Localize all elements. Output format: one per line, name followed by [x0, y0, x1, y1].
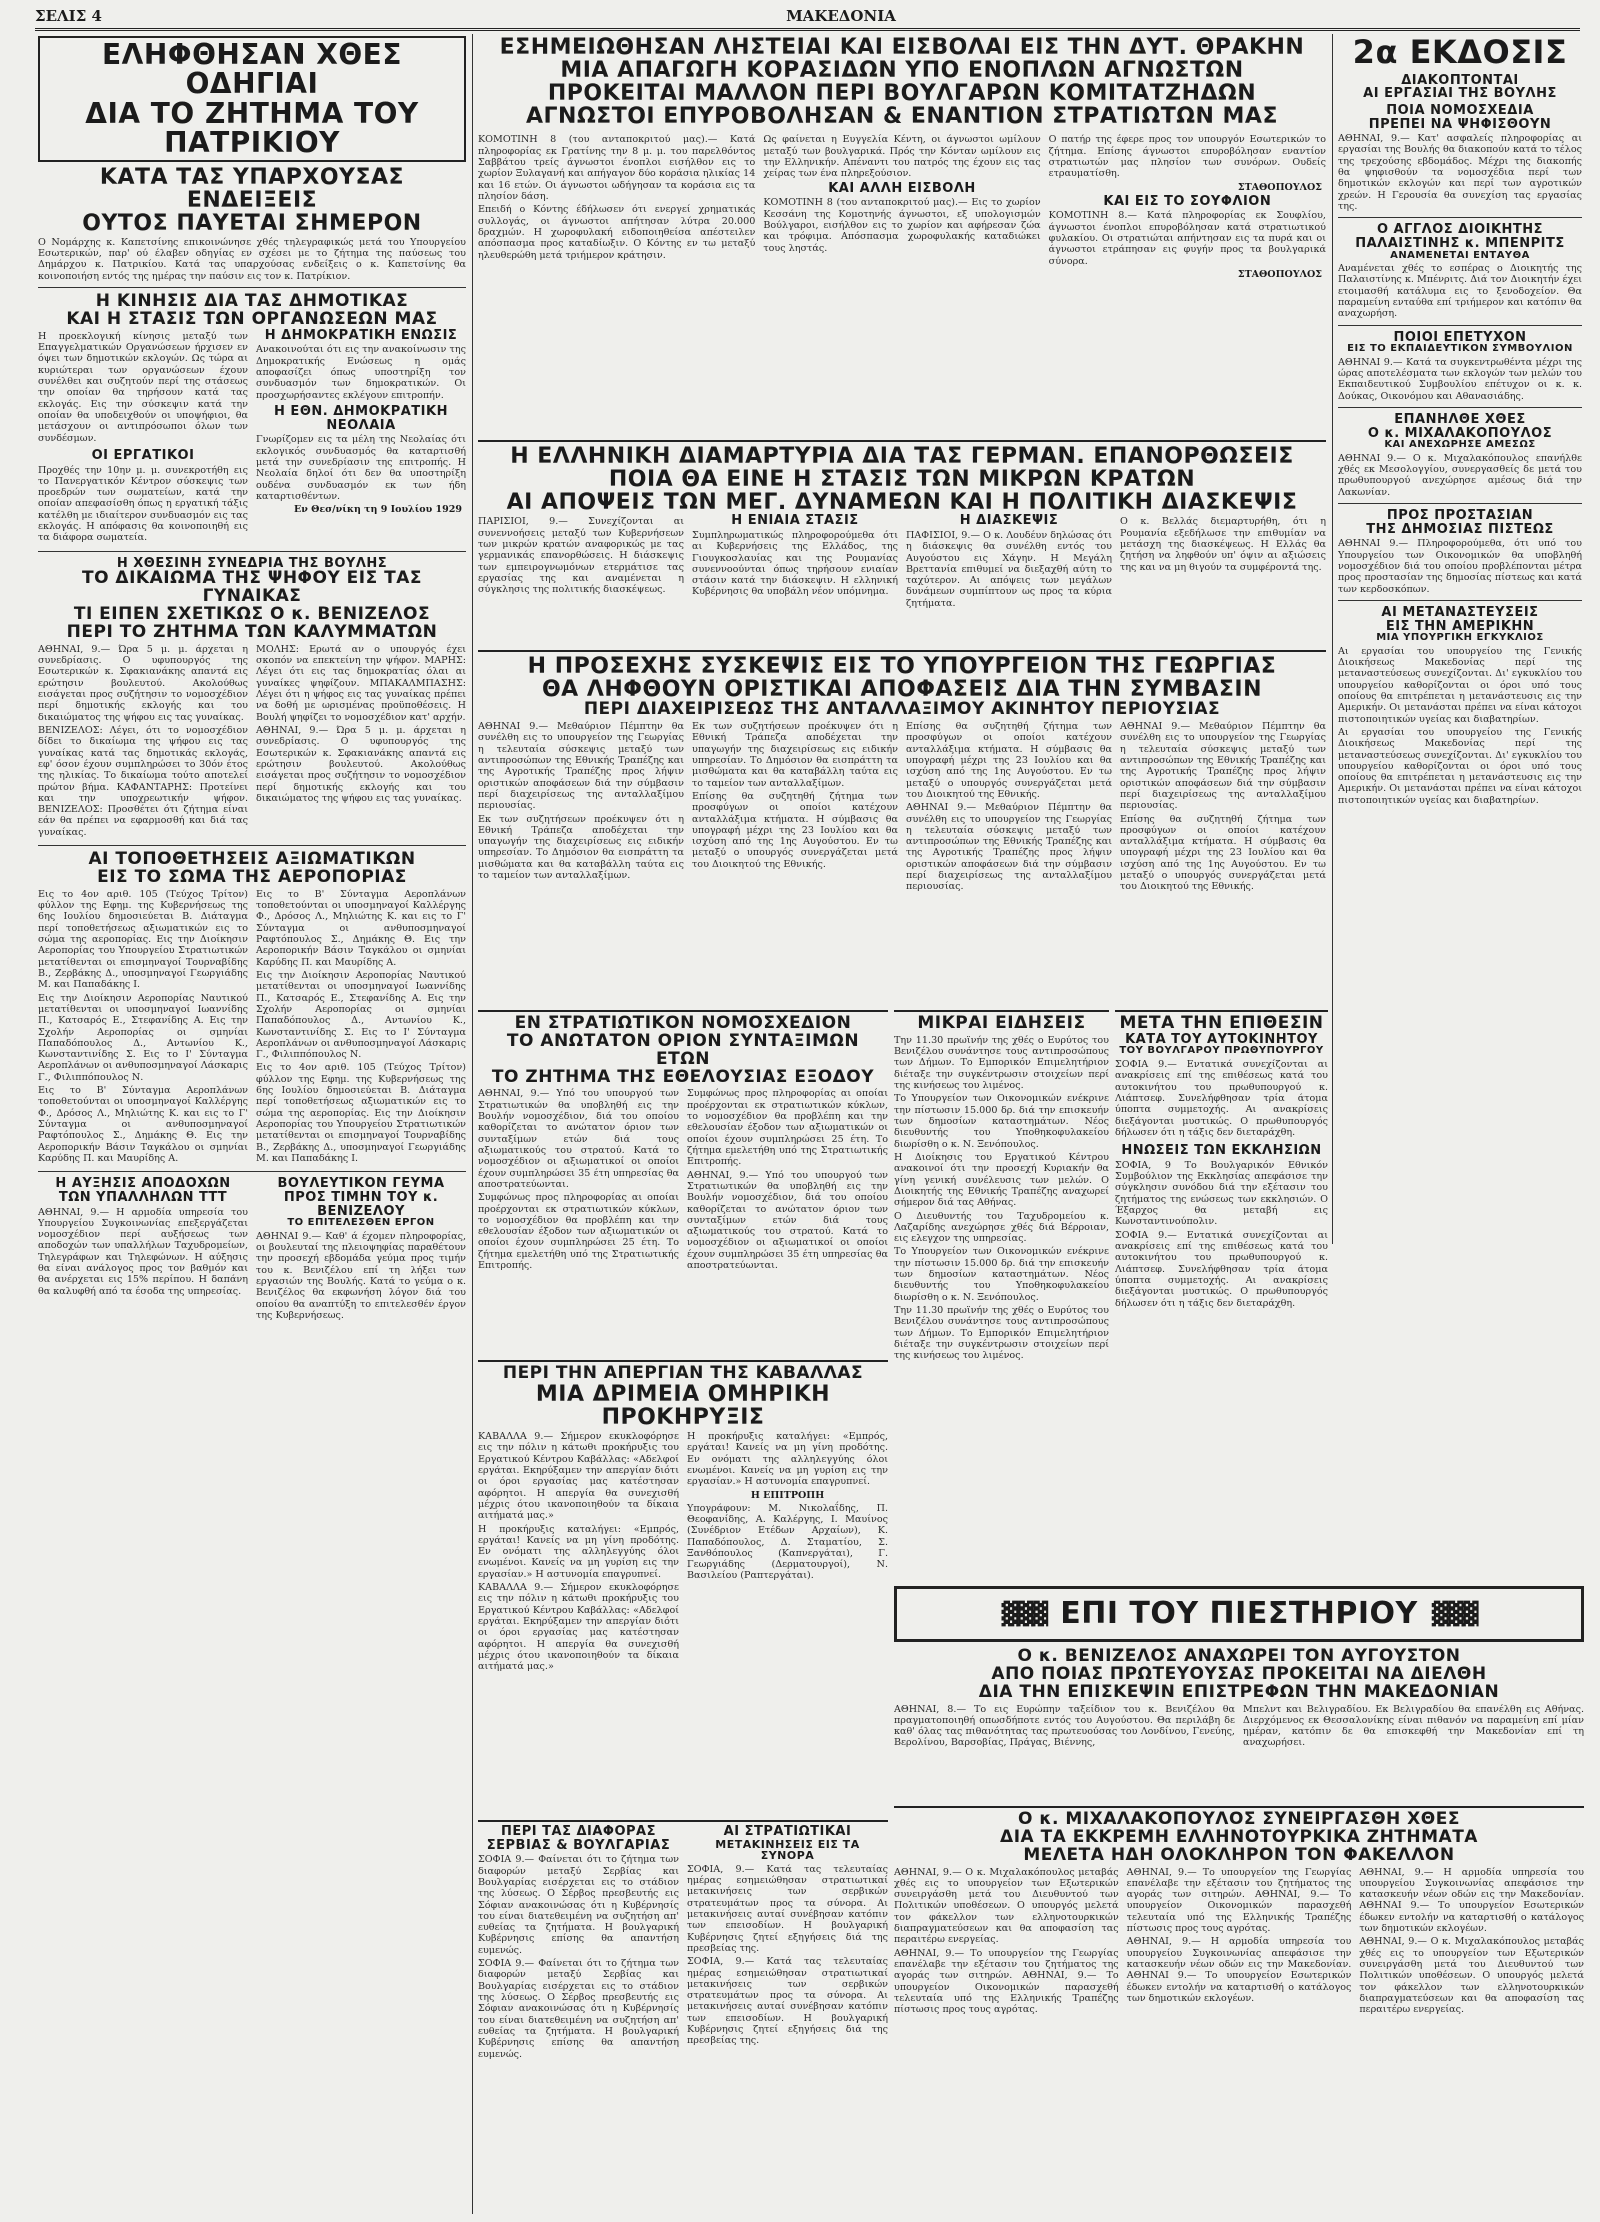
- headline: Ο κ. ΜΙΧΑΛΑΚΟΠΟΥΛΟΣ ΣΥΝΕΙΡΓΑΣΘΗ ΧΘΕΣ: [1018, 1809, 1460, 1829]
- paper-name: ΜΑΚΕΔΟΝΙΑ: [786, 7, 896, 25]
- section-heading: Η ΔΙΑΣΚΕΨΙΣ: [959, 513, 1059, 529]
- headline: ΑΙ ΜΕΤΑΝΑΣΤΕΥΣΕΙΣ: [1381, 604, 1539, 620]
- text-column: [1049, 132, 1326, 281]
- article-credit: [1338, 509, 1582, 595]
- headline: ΚΑΤΑ ΤΟΥ ΑΥΤΟΚΙΝΗΤΟΥ: [1125, 1031, 1318, 1047]
- text-column: [38, 642, 248, 840]
- four-column-text: [478, 514, 1326, 611]
- article-body: ΣΟΦΙΑ, 9.— Κατά τας τελευταίας ημέρας εσημειώθησαν στρατιωτικαί μετακινήσεις των σερβικών στρατευμάτων προς τα σύνορα. Αι μετακινήσεις αυταί συνέβησαν κατόπιν των επεισοδίων. Η βουλγαρική Κυβέρνησις ζητεί εξηγήσεις διά της πρεσβείας της.: [687, 1956, 888, 2047]
- article-bulgaria: [478, 1822, 679, 2062]
- text-column: [894, 1865, 1119, 2018]
- article-body: Επίσης θα συζητηθή ζήτημα των προσφύγων οι οποίοι κατέχουν ανταλλάξιμα κτήματα. Η σύμβασις θα υπογραφή μέχρι της 23 Ιουλίου και θα ισχύση από της 1ης Αυγούστου. Εν τω μεταξύ ο υπουργός συνεργάζεται μετά του Διοικητού της Εθνικής.: [1120, 813, 1326, 893]
- article-parliament: [38, 557, 466, 840]
- text-column: [478, 1429, 679, 1675]
- ornament-icon: ▓▓▓: [1001, 1601, 1047, 1627]
- article-body: ΠΑΡΙΣΙΟΙ, 9.— Συνεχίζονται αι συνεννοήσεις μεταξύ των Κυβερνήσεων των μικρών κρατών αναφορικώς με τας γερμανικάς επανορθώσεις. Η διάσκεψις των εμπειρογνωμόνων ετερμάτισε τας εργασίας της και αναμένεται η σύγκλησις της πολιτικής διασκέψεως.: [478, 516, 684, 596]
- separator: [1338, 325, 1582, 326]
- right-column: [1338, 36, 1582, 1241]
- article-body: Η Διοίκησις του Εργατικού Κέντρου ανακοινοί ότι την προσεχή Κυριακήν θα γίνη γενική συνέλευσις των μελών. Ο Διοικητής της Εθνικής Τραπέζης αναχωρεί σήμερον διά τας Αθήνας.: [894, 1151, 1109, 1209]
- subheadline: ΟΥΤΟΣ ΠΑΥΕΤΑΙ ΣΗΜΕΡΟΝ: [82, 210, 422, 236]
- article-body: Την 11.30 πρωϊνήν της χθές ο Ευρύτος του Βενιζέλου συνάντησε τους αντιπροσώπους των Δήμων. Το Εμπορικόν Επιμελητήριον διέταξε την συγκέντρωσιν στοιχείων περί της κινήσεως του λιμένος.: [894, 1305, 1109, 1362]
- headline: ΑΙ ΣΤΡΑΤΙΩΤΙΚΑΙ: [723, 1824, 852, 1839]
- article-body: ΑΘΗΝΑΙ, 9.— Η αρμοδία υπηρεσία του υπουργείου Συγκοινωνίας απεφάσισε την κατασκευήν νέων οδών εις την Μακεδονίαν. ΑΘΗΝΑΙ 9.— Το υπουργείον Εσωτερικών έδωκεν εντολήν να καταρτισθή ο κατάλογος των δημοτικών εκλογέων.: [1126, 1936, 1352, 2004]
- headline: ΔΙΑ ΤΑ ΕΚΚΡΕΜΗ ΕΛΛΗΝΟΤΟΥΡΚΙΚΑ ΖΗΤΗΜΑΤΑ: [1000, 1826, 1478, 1847]
- article-body: ΑΘΗΝΑΙ 9.— Ο κ. Μιχαλακόπουλος επανήλθε χθές εκ Μεσολογγίου, συνεργασθείς δε μετά του πρωθυπουργού ανεχώρησε αμέσως διά την Λακωνίαν.: [1338, 452, 1582, 498]
- headline: Η ΚΙΝΗΣΙΣ ΔΙΑ ΤΑΣ ΔΗΜΟΤΙΚΑΣ: [95, 291, 409, 312]
- article-body: ΣΟΦΙΑ, 9.— Κατά τας τελευταίας ημέρας εσημειώθησαν στρατιωτικαί μετακινήσεις των σερβικών στρατευμάτων προς τα σύνορα. Αι μετακινήσεις αυταί συνέβησαν κατόπιν των επεισοδίων. Η βουλγαρική Κυβέρνησις ζητεί εξηγήσεις διά της πρεσβείας της.: [687, 1863, 888, 1954]
- article-body: Επίσης θα συζητηθή ζήτημα των προσφύγων οι οποίοι κατέχουν ανταλλάξιμα κτήματα. Η σύμβασις θα υπογραφή μέχρι της 23 Ιουλίου και θα ισχύση από της 1ης Αυγούστου. Εν τω μεταξύ ο υπουργός συνεργάζεται μετά του Διοικητού της Εθνικής.: [906, 721, 1112, 800]
- article-protest: [478, 440, 1326, 647]
- article-body: Ανακοινούται ότι εις την ανακοίνωσιν της Δημοκρατικής Ενώσεως η ομάς αποφασίζει όπως υποστηρίξη τον συνδυασμόν των δημοκρατικών. Οι προσχωρήσαντες εκλέγουν επιτροπήν.: [256, 344, 466, 401]
- article-body: ΑΘΗΝΑΙ 9.— Καθ' ά έχομεν πληροφορίας, οι βουλευταί της πλειοψηφίας παραθέτουν την προσεχή εβδομάδα γεύμα προς τιμήν του κ. Βενιζέλου επί τη λήξει των εργασιών της Βουλής. Κατά το γεύμα ο κ. Βενιζέλος θα εκφωνήση λόγον διά του οποίου θα αναπτύξη το επιτελεσθέν έργον της Κυβερνήσεως.: [256, 1230, 466, 1321]
- text-column: [894, 1702, 1235, 1751]
- article-body: Επίσης θα συζητηθή ζήτημα των προσφύγων οι οποίοι κατέχουν ανταλλάξιμα κτήματα. Η σύμβασις θα υπογραφή μέχρι της 23 Ιουλίου και θα ισχύση από της 1ης Αυγούστου. Εν τω μεταξύ ο υπουργός συνεργάζεται μετά του Διοικητού της Εθνικής.: [692, 790, 898, 870]
- section-heading: Η ΔΗΜΟΚΡΑΤΙΚΗ ΕΝΩΣΙΣ: [264, 327, 458, 343]
- headline: ΑΙ ΕΡΓΑΣΙΑΙ ΤΗΣ ΒΟΥΛΗΣ: [1363, 86, 1557, 102]
- headline: Η ΠΡΟΣΕΧΗΣ ΣΥΣΚΕΨΙΣ ΕΙΣ ΤΟ ΥΠΟΥΡΓΕΙΟΝ ΤΗΣ ΓΕΩΡΓΙΑΣ: [527, 654, 1277, 679]
- article-unions: [1338, 331, 1582, 402]
- section-heading: ΟΙ ΕΡΓΑΤΙΚΟΙ: [91, 447, 195, 463]
- text-column: [763, 132, 1040, 281]
- article-body: ΚΟΜΟΤΙΝΗ 8 (του ανταποκριτού μας).— Κατά πληροφορίας εκ Γρατίνης την 8 μ. μ. του παρελθόντος Σαββάτου τρείς άγνωστοι ένοπλοι εισήλθον εις το χωρίον Ξυλαγανή και απήγαγον δύο κοράσια ηλικίας 14 και 16 ετών. Οι άγνωστοι ωδήγησαν τα κοράσια εις τα πλησίον δάση.: [478, 134, 756, 202]
- headline: ΑΓΝΩΣΤΟΙ ΕΠΥΡΟΒΟΛΗΣΑΝ & ΕΝΑΝΤΙΟΝ ΣΤΡΑΤΙΩΤΩΝ ΜΑΣ: [526, 104, 1278, 130]
- separator: [38, 551, 466, 552]
- article-body: Ως φαίνεται η Ευγγελία Κέντη, οι άγνωστοι ωμίλουν μεταξύ των βουλγαρικά. Πρός την Κόνταν ωμίλουν εις την Ελληνικήν. Απέναντι του πατρός της έχουν εις τας χείρας των ένα πληρεξούσιον.: [763, 134, 1041, 180]
- text-column: [478, 132, 755, 281]
- headline: ΜΙΑ ΔΡΙΜΕΙΑ ΟΜΗΡΙΚΗ ΠΡΟΚΗΡΥΞΙΣ: [535, 1381, 831, 1430]
- article-body: ΚΟΜΟΤΙΝΗ 8.— Κατά πληροφορίας εκ Σουφλίου, άγνωστοι ένοπλοι επυροβόλησαν κατά στρατιωτικού φυλακίου. Οι στρατιώται απήντησαν εις τα πυρά και οι άγνωστοι ετράπησαν εις φυγήν προς τα βουλγαρικά σύνορα.: [1048, 210, 1326, 267]
- article-body: ΑΘΗΝΑΙ, 9.— Κατ' ασφαλείς πληροφορίας αι εργασίαι της Βουλής θα διακοπούν κατά το τέλος της τρεχούσης εβδομάδος. Μέχρι της διακοπής θα ψηφισθούν τα νομοσχέδια περί των δημοτικών εκλογών και περί των αγροτικών χρεών. Η Γερουσία θα συνεχίση τας εργασίας της.: [1338, 133, 1582, 213]
- article-body: ΑΘΗΝΑΙ, 9.— Το υπουργείον της Γεωργίας επανέλαβε την εξέτασιν του ζητήματος της αγοράς των σιτηρών. ΑΘΗΝΑΙ, 9.— Το υπουργείον Οικονομικών παρασχεθή τελευταία υπό της Ελληνικής Τραπέζης πίστωσις προς τους αγρότας.: [894, 1947, 1119, 2016]
- article-body: Η προκήρυξις καταλήγει: «Εμπρός, εργάται! Κανείς να μη γίνη προδότης. Εν ονόματι της αλληλεγγύης όλοι ενωμένοι. Κανείς να μη γυρίση εις την εργασίαν.» Η αστυνομία επαγρυπνεί.: [478, 1523, 679, 1580]
- article-body: ΣΟΦΙΑ 9.— Φαίνεται ότι το ζήτημα των διαφορών μεταξύ Σερβίας και Βουλγαρίας εισέρχεται εις το στάδιον της λύσεως. Ο Σέρβος πρεσβευτής εις Σόφιαν ανακοινώσας ότι η Κυβέρνησίς του είναι διατεθειμένη να συζητήση απ' ευθείας τα ζητήματα. Η βουλγαρική Κυβέρνησις επίσης θα απαντήση ευμενώς.: [478, 1958, 679, 2060]
- article-body: ΚΟΜΟΤΙΝΗ 8 (του ανταποκριτού μας).— Εις το χωρίον Κεσσάνη της Κομοτηνής άγνωστοι, εξ υπολογισμών Βούλγαροι, εισήλθον εις το χωρίον και αφήρεσαν ζώα και τρόφιμα. Απόσπασμα χωροφυλακής καταδιώκει τους ληστάς.: [763, 197, 1041, 254]
- article-news: [894, 1010, 1109, 1582]
- headline: ΠΕΡΙ ΤΑΣ ΔΙΑΦΟΡΑΣ: [500, 1824, 657, 1839]
- two-column-text: [38, 329, 466, 546]
- headline: ΒΟΥΛΕΥΤΙΚΟΝ ΓΕΥΜΑ: [277, 1176, 445, 1192]
- bottom-left-articles: [38, 1177, 466, 1323]
- headline: ΑΝΑΜΕΝΕΤΑΙ ΕΝΤΑΥΘΑ: [1390, 249, 1530, 261]
- headline: Ο κ. ΒΕΝΙΖΕΛΟΣ ΑΝΑΧΩΡΕΙ ΤΟΝ ΑΥΓΟΥΣΤΟΝ: [1017, 1646, 1461, 1666]
- headline: ΠΑΛΑΙΣΤΙΝΗΣ κ. ΜΠΕΝΡΙΤΣ: [1355, 235, 1565, 251]
- text-column: [256, 329, 466, 546]
- headline: ΕΝ ΣΤΡΑΤΙΩΤΙΚΟΝ ΝΟΜΟΣΧΕΔΙΟΝ: [514, 1013, 852, 1033]
- tribune-banner: [894, 1586, 1584, 1642]
- separator: [38, 845, 466, 846]
- headline: ΜΙΑ ΑΠΑΓΩΓΗ ΚΟΡΑΣΙΔΩΝ ΥΠΟ ΕΝΟΠΛΩΝ ΑΓΝΩΣΤΩΝ: [560, 58, 1244, 84]
- separator: [1338, 503, 1582, 504]
- text-column: [478, 1086, 679, 1273]
- article-body: Συμφώνως προς πληροφορίας αι οποίαι προέρχονται εκ στρατιωτικών κύκλων, το νομοσχέδιον θα προβλέπη και την εθελουσίαν έξοδον των αξιωματικών οι οποίοι έχουν συμπληρώσει 25 έτη. Το ζήτημα εμελετήθη υπό της Στρατιωτικής Επιτροπής.: [478, 1192, 679, 1272]
- two-column-text: [478, 1822, 888, 2062]
- headline: ΑΙ ΑΠΟΨΕΙΣ ΤΩΝ ΜΕΓ. ΔΥΝΑΜΕΩΝ ΚΑΙ Η ΠΟΛΙΤΙΚΗ ΔΙΑΣΚΕΨΙΣ: [506, 490, 1298, 516]
- article-body: Το Υπουργείον των Οικονομικών ενέκρινε την πίστωσιν 15.000 δρ. διά την επισκευήν των δημοσίων καταστημάτων. Νέος διευθυντής του Υποθηκοφυλακείου διωρίσθη ο κ. Ν. Ξενόπουλος.: [894, 1093, 1109, 1150]
- page-label: ΣΕΛΙΣ 4: [35, 7, 102, 25]
- text-column: [1127, 1865, 1352, 2018]
- headline: ΠΕΡΙ ΔΙΑΧΕΙΡΙΣΕΩΣ ΤΗΣ ΑΝΤΑΛΛΑΞΙΜΟΥ ΑΚΙΝΗΤΟΥ ΠΕΡΙΟΥΣΙΑΣ: [583, 699, 1221, 720]
- separator: [1338, 407, 1582, 408]
- headline: ΘΑ ΛΗΦΘΟΥΝ ΟΡΙΣΤΙΚΑΙ ΑΠΟΦΑΣΕΙΣ ΔΙΑ ΤΗΝ ΣΥΜΒΑΣΙΝ: [541, 677, 1263, 703]
- headline: ΜΙΑ ΥΠΟΥΡΓΙΚΗ ΕΓΚΥΚΛΙΟΣ: [1376, 632, 1544, 644]
- section-heading: ΗΝΩΣΕΙΣ ΤΩΝ ΕΚΚΛΗΣΙΩΝ: [1121, 1143, 1322, 1159]
- article-body: ΣΟΦΙΑ 9.— Εντατικά συνεχίζονται αι ανακρίσεις επί της επιθέσεως κατά του αυτοκινήτου του πρωθυπουργού κ. Λιάπτσεφ. Συνελήφθησαν τρία άτομα ύποπτα συμμετοχής. Αι ανακρίσεις διεξάγονται μυστικώς. Ο πρωθυπουργός δήλωσεν ότι η τάξις δεν διεταράχθη.: [1115, 1058, 1328, 1138]
- column-rule: [1332, 34, 1333, 1244]
- three-column-text: [894, 1865, 1584, 2018]
- article-body: Υπογράφουν: Μ. Νικολαΐδης, Π. Θεοφανίδης, Α. Καλέργης, Ι. Μαυίνος (Συνέδριον Ετέδων Αρχαίων), Κ. Παπαδόπουλος, Δ. Σταματίου, Σ. Ξανθόπουλος (Καπνεργάται), Γ. Γεωργιάδης (Δερματουργοί), Ν. Βασιλείου (Ραπτεργάται).: [687, 1502, 888, 1582]
- article-body: Μπελντ και Βελιγραδίου. Εκ Βελιγραδίου θα επανέλθη εις Αθήνας. Διερχόμενος εκ Θεσσαλονίκης είναι πιθανόν να παραμείνη επί μίαν ημέραν, κατόπιν δε θα επισκεφθή την Μακεδονίαν επί τη αναχωρήσει.: [1243, 1703, 1584, 1749]
- headline: ΚΑΙ Η ΣΤΑΣΙΣ ΤΩΝ ΟΡΓΑΝΩΣΕΩΝ ΜΑΣ: [66, 308, 438, 329]
- article-body: Αναμένεται χθές το εσπέρας ο Διοικητής της Παλαιστίνης κ. Μπένριτς. Διά τον Διοικητήν έχει ετοιμασθή κατάλυμα εις το ξενοδοχείον. Θα παραμείνη ενταύθα επί τριήμερον και κατόπιν θα αναχωρήση.: [1338, 263, 1582, 320]
- patriarch-headline-box: [38, 36, 466, 162]
- article-body: ΑΘΗΝΑΙ, 9.— Το υπουργείον της Γεωργίας επανέλαβε την εξέτασιν του ζητήματος της αγοράς των σιτηρών. ΑΘΗΝΑΙ, 9.— Το υπουργείον Οικονομικών παρασχεθή τελευταία υπό της Ελληνικής Τραπέζης πίστωσις προς τους αγρότας.: [1126, 1866, 1352, 1935]
- headline: ΔΙΑ ΤΟ ΖΗΤΗΜΑ ΤΟΥ ΠΑΤΡΙΚΙΟΥ: [85, 96, 419, 160]
- article-body: Ο κ. Βελλάς διεμαρτυρήθη, ότι η Ρουμανία εξεδήλωσε την επιθυμίαν να μετάσχη της διασκέψεως. Η Ελλάς θα ζητήση να ληφθούν υπ' όψιν αι αξιώσεις της και να μη θιγούν τα συμφέροντά της.: [1120, 516, 1326, 573]
- headline: ΔΙΑ ΤΗΝ ΕΠΙΣΚΕΨΙΝ ΕΠΙΣΤΡΕΦΩΝ ΤΗΝ ΜΑΚΕΔΟΝΙΑΝ: [978, 1681, 1500, 1702]
- two-column-text: [38, 642, 466, 840]
- three-column-text: [478, 132, 1326, 281]
- article-body: Εις το Β' Σύνταγμα Αεροπλάνων τοποθετούνται οι υποσμηναγοί Καλλέργης Φ., Δρόσος Λ., Μηλιώτης Κ. και εις το Γ' Σύνταγμα οι ανθυποσμηναγοί Ραφτόπουλος Σ., Δημάκης Θ. Εις την Αεροπορικήν Βάσιν Ταγκάλου οι σμηνίαι Καρύδης Π. και Μαυρίδης Α.: [38, 1085, 248, 1164]
- article-dinner: [256, 1177, 466, 1323]
- article-body: ΑΘΗΝΑΙ 9.— Κατά τα συγκεντρωθέντα μέχρι της ώρας αποτελέσματα των εκλογών των μελών του Εκπαιδευτικού Συμβουλίου επέτυχον οι κ. κ. Δούκας, Οικονόμου και Αθανασιάδης.: [1338, 356, 1582, 402]
- headline: ΕΣΗΜΕΙΩΘΗΣΑΝ ΛΗΣΤΕΙΑΙ ΚΑΙ ΕΙΣΒΟΛΑΙ ΕΙΣ ΤΗΝ ΔΥΤ. ΘΡΑΚΗΝ: [499, 36, 1305, 60]
- text-column: [687, 1086, 888, 1273]
- article-emigration: [1338, 606, 1582, 806]
- article-body: Η προεκλογική κίνησις μεταξύ των Επαγγελματικών Οργανώσεων ήρχισεν εν όψει των δημοτικών εκλογών. Ως τώρα αι κυριώτεραι των οργανώσεων έχουν συνέλθει και συζητούν περί της στάσεως την οποίαν θα τηρήσουν κατά τας εκλογάς. Εις την σύσκεψιν κατά την οποίαν θα υποδειχθούν οι υποψήφιοι, θα μετάσχουν οι αντιπρόσωποι όλων των συνδέσμων.: [38, 330, 248, 444]
- article-body: ΑΘΗΝΑΙ 9.— Πληροφορούμεθα, ότι υπό του Υπουργείου των Οικονομικών θα υποβληθή νομοσχέδιον διά του οποίου προβλέπονται μέτρα προς προστασίαν της δημοσίας πίστεως και κατά των κερδοσκόπων.: [1338, 538, 1582, 595]
- article-signature: ΣΤΑΘΟΠΟΥΛΟΣ: [1237, 181, 1322, 193]
- two-column-text: [478, 1429, 888, 1675]
- article-body: Συμπληρωματικώς πληροφορούμεθα ότι αι Κυβερνήσεις της Ελλάδος, της Γιουγκοσλαυίας και της Ρουμανίας συνεννοούνται όπως τηρήσουν ενιαίαν στάσιν κατά την διάσκεψιν. Η ελληνική Κυβέρνησις θα υποβάλη νέον υπόμνημα.: [692, 529, 898, 598]
- headline: ΠΕΡΙ ΤΗΝ ΑΠΕΡΓΙΑΝ ΤΗΣ ΚΑΒΑΛΛΑΣ: [502, 1363, 864, 1383]
- separator: [38, 1171, 466, 1172]
- article-body: ΑΘΗΝΑΙ 9.— Μεθαύριον Πέμπτην θα συνέλθη εις το υπουργείον της Γεωργίας η τελευταία σύσκεψις μεταξύ των αντιπροσώπων της Εθνικής Τραπέζης και της Αγροτικής Τραπέζης προς λήψιν οριστικών αποφάσεων διά την σύμβασιν περί διαχειρίσεως της ανταλλαξίμου περιουσίας.: [478, 721, 684, 812]
- text-column: [906, 719, 1112, 895]
- headline: ΠΡΟΚΕΙΤΑΙ ΜΑΛΛΟΝ ΠΕΡΙ ΒΟΥΛΓΑΡΩΝ ΚΟΜΙΤΑΤΖΗΔΩΝ: [547, 81, 1257, 107]
- article-body: Ο Διευθυντής του Ταχυδρομείου κ. Λαζαρίδης ανεχώρησε χθές διά Βέρροιαν, εις ελεγχον της υπηρεσίας.: [894, 1210, 1109, 1245]
- article-editions: [1338, 36, 1582, 212]
- article-body: Εκ των συζητήσεων προέκυψεν ότι η Εθνική Τράπεζα αποδέχεται την υπαγωγήν της διαχειρίσεως εις ειδικήν υπηρεσίαν. Το Δημόσιον θα εισπράττη τα μισθώματα και θα καταβάλλη ταύτα εις το ταμείον των ανταλλαξίμων.: [478, 813, 684, 882]
- four-column-text: [478, 719, 1326, 895]
- article-kavala: [478, 1360, 888, 1817]
- section-heading: Η ΕΘΝ. ΔΗΜΟΚΡΑΤΙΚΗ ΝΕΟΛΑΙΑ: [274, 403, 448, 433]
- ornament-icon: ▓▓▓: [1431, 1601, 1477, 1627]
- article-body: ΑΘΗΝΑΙ, 9.— Ο κ. Μιχαλακόπουλος μεταβάς χθές εις το υπουργείον των Εξωτερικών συνειργάσθη μετά του Διευθυντού των Πολιτικών υποθέσεων. Ο υπουργός μελετά τον φάκελλον των ελληνοτουρκικών διαπραγματεύσεων και θα αποφασίση τας περαιτέρω ενεργείας.: [894, 1866, 1119, 1946]
- headline: ΕΙΣ ΤΟ ΣΩΜΑ ΤΗΣ ΑΕΡΟΠΟΡΙΑΣ: [97, 866, 407, 887]
- headline: Η ΧΘΕΣΙΝΗ ΣΥΝΕΔΡΙΑ ΤΗΣ ΒΟΥΛΗΣ: [116, 555, 388, 571]
- article-body: Ο πατήρ της έφερε προς τον υπουργόν Εσωτερικών το ζήτημα. Επίσης άγνωστοι επυροβόλησαν εναντίον στρατιωτών μας πλησίον των συνόρων. Ουδείς ετραυματίσθη.: [1048, 134, 1326, 180]
- article-body: ΑΘΗΝΑΙ, 8.— Το εις Ευρώπην ταξείδιον του κ. Βενιζέλου θα πραγματοποιηθή οπωσδήποτε εντός του Αυγούστου. Θα περιλάβη δε καθ' όλας τας πιθανότητας τας πρωτευούσας του Λονδίνου, Γενεύης, Βερολίνου, Βαρσοβίας, Πράγας, Βιέννης,: [894, 1703, 1235, 1749]
- text-column: [38, 887, 248, 1167]
- article-body: ΚΑΒΑΛΛΑ 9.— Σήμερον εκυκλοφόρησε εις την πόλιν η κάτωθι προκήρυξις του Εργατικού Κέντρου Καβάλλας: «Αδελφοί εργάται. Εκηρύξαμεν την απεργίαν διότι οι όροι εργασίας μας κατέστησαν αφόρητοι. Η απεργία θα συνεχισθή μέχρις ότου ικανοποιηθούν τα δίκαια αιτήματά μας.»: [478, 1431, 679, 1522]
- bottom-center-articles: [478, 1820, 888, 2217]
- article-body: Το Υπουργείον των Οικονομικών ενέκρινε την πίστωσιν 15.000 δρ. διά την επισκευήν των δημοσίων καταστημάτων. Νέος διευθυντής του Υποθηκοφυλακείου διωρίσθη ο κ. Ν. Ξενόπουλος.: [894, 1246, 1109, 1303]
- article-body: Εις το Β' Σύνταγμα Αεροπλάνων τοποθετούνται οι υποσμηναγοί Καλλέργης Φ., Δρόσος Λ., Μηλιώτης Κ. και εις το Γ' Σύνταγμα οι ανθυποσμηναγοί Ραφτόπουλος Σ., Δημάκης Θ. Εις την Αεροπορικήν Βάσιν Ταγκάλου οι σμηνίαι Καρύδης Π. και Μαυρίδης Α.: [256, 888, 466, 968]
- article-thrace: [478, 36, 1326, 436]
- article-body: Την 11.30 πρωϊνήν της χθές ο Ευρύτος του Βενιζέλου συνάντησε τους αντιπροσώπους των Δήμων. Το Εμπορικόν Επιμελητήριον διέταξε την συγκέντρωσιν στοιχείων περί της κινήσεως του λιμένος.: [894, 1034, 1109, 1092]
- text-column: [1120, 514, 1326, 611]
- headline: ΜΙΚΡΑΙ ΕΙΔΗΣΕΙΣ: [917, 1013, 1086, 1033]
- article-body: ΑΘΗΝΑΙ, 9.— Η αρμοδία υπηρεσία του Υπουργείου Συγκοινωνίας επεξεργάζεται νομοσχέδιον περί αυξήσεως των αποδοχών των υπαλλήλων Ταχυδρομείων, Τηλεγράφων και Τηλεφώνων. Η αύξησις θα είναι ανάλογος προς τον βαθμόν και θα ανέρχεται εις 15% περίπου. Η δαπάνη θα καλυφθή από τα έσοδα της υπηρεσίας.: [38, 1206, 248, 1297]
- two-column-text: [894, 1702, 1584, 1751]
- article-signature: Η ΕΠΙΤΡΟΠΗ: [750, 1489, 825, 1501]
- banner-title: ΕΠΙ ΤΟΥ ΠΙΕΣΤΗΡΙΟΥ: [1060, 1596, 1418, 1632]
- article-border: [687, 1822, 888, 2062]
- headline: ΤΟ ΑΝΩΤΑΤΟΝ ΟΡΙΟΝ ΣΥΝΤΑΞΙΜΩΝ ΕΤΩΝ: [506, 1030, 860, 1069]
- article-body: ΚΑΒΑΛΛΑ 9.— Σήμερον εκυκλοφόρησε εις την πόλιν η κάτωθι προκήρυξις του Εργατικού Κέντρου Καβάλλας: «Αδελφοί εργάται. Εκηρύξαμεν την απεργίαν διότι οι όροι εργασίας μας κατέστησαν αφόρητοι. Η απεργία θα συνεχισθή μέχρις ότου ικανοποιηθούν τα δίκαια αιτήματά μας.»: [478, 1582, 679, 1673]
- article-body: Εις την Διοίκησιν Αεροπορίας Ναυτικού μετατίθενται οι υποσμηναγοί Ιωαννίδης Π., Κατσαρός Ε., Στεφανίδης Α. Εις την Σχολήν Αεροπορίας οι σμηνίαι Παπαδόπουλος Δ., Αντωνίου Κ., Κωνσταντινίδης Σ. Εις το Ι' Σύνταγμα Αεροπλάνων οι ανθυποσμηναγοί Λάσκαρις Γ., Φιλιππόπουλος Ν.: [38, 992, 248, 1083]
- article-body: Εις την Διοίκησιν Αεροπορίας Ναυτικού μετατίθενται οι υποσμηναγοί Ιωαννίδης Π., Κατσαρός Ε., Στεφανίδης Α. Εις την Σχολήν Αεροπορίας οι σμηνίαι Παπαδόπουλος Δ., Αντωνίου Κ., Κωνσταντινίδης Σ. Εις το Ι' Σύνταγμα Αεροπλάνων οι ανθυποσμηναγοί Λάσκαρις Γ., Φιλιππόπουλος Ν.: [256, 969, 466, 1061]
- article-body: ΑΘΗΝΑΙ, 9.— Ώρα 5 μ. μ. άρχεται η συνεδρίασις. Ο υφυπουργός της Εσωτερικών κ. Σφακιανάκης απαντά εις ερώτησιν βουλευτού. Ακολούθως εισάγεται προς συζήτησιν το νομοσχέδιον περί δημοτικής εκλογής και του δικαιώματος της ψήφου εις τας γυναίκας.: [256, 724, 466, 804]
- article-patriarch: [38, 36, 466, 282]
- headline: ΕΙΣ ΤΗΝ ΑΜΕΡΙΚΗΝ: [1385, 618, 1535, 634]
- headline: ΠΡΟΣ ΠΡΟΣΤΑΣΙΑΝ: [1386, 508, 1534, 524]
- headline: ΤΟ ΔΙΚΑΙΩΜΑ ΤΗΣ ΨΗΦΟΥ ΕΙΣ ΤΑΣ ΓΥΝΑΙΚΑΣ: [81, 568, 423, 607]
- article-palestine: [1338, 223, 1582, 319]
- article-body: Εις το 4ον αριθ. 105 (Τεύχος Τρίτον) φύλλον της Εφημ. της Κυβερνήσεως της 6ης Ιουλίου δημοσιεύεται Β. Διάταγμα περί τοποθετήσεως αξιωματικών εις το σώμα της αεροπορίας. Εις την Διοίκησιν Αεροπορίας του Υπουργείου Στρατιωτικών μετατίθενται οι επισμηναγοί Τουρναβίδης Β., Ζερβάκης Δ., υποσμηναγοί Γεωργιάδης Μ. και Παπαδάκης Ι.: [38, 888, 248, 991]
- article-aviation: [38, 851, 466, 1166]
- headline: ΜΕΤΑ ΤΗΝ ΕΠΙΘΕΣΙΝ: [1119, 1013, 1324, 1033]
- headline: ΠΡΕΠΕΙ ΝΑ ΨΗΦΙΣΘΟΥΝ: [1368, 116, 1552, 132]
- section-heading: Η ΕΝΙΑΙΑ ΣΤΑΣΙΣ: [731, 513, 859, 529]
- left-column: [38, 36, 466, 2214]
- headline: Ο κ. ΜΙΧΑΛΑΚΟΠΟΥΛΟΣ: [1367, 425, 1553, 441]
- headline: ΠΡΟΣ ΤΙΜΗΝ ΤΟΥ κ. ΒΕΝΙΖΕΛΟΥ: [283, 1189, 439, 1219]
- article-body: Εις το 4ον αριθ. 105 (Τεύχος Τρίτον) φύλλον της Εφημ. της Κυβερνήσεως της 6ης Ιουλίου δημοσιεύεται Β. Διάταγμα περί τοποθετήσεως αξιωματικών εις το σώμα της αεροπορίας. Εις την Διοίκησιν Αεροπορίας του Υπουργείου Στρατιωτικών μετατίθενται οι επισμηναγοί Τουρναβίδης Β., Ζερβάκης Δ., υποσμηναγοί Γεωργιάδης Μ. και Παπαδάκης Ι.: [256, 1062, 466, 1164]
- text-column: [692, 719, 898, 895]
- article-body: ΜΟΛΗΣ: Ερωτά αν ο υπουργός έχει σκοπόν να επεκτείνη την ψήφον. ΜΑΡΗΣ: Λέγει ότι εις τας δημοκρατίας όλαι αι γυναίκες ψηφίζουν. ΜΠΑΚΑΛΜΠΑΣΗΣ: Λέγει ότι η ψήφος εις τας γυναίκας πρέπει να δοθή με ωρισμένας προϋποθέσεις. Η Βουλή ψηφίζει το νομοσχέδιον κατ' αρχήν.: [256, 643, 466, 723]
- text-column: [692, 514, 898, 611]
- separator: [1338, 217, 1582, 218]
- article-body: ΑΘΗΝΑΙ, 9.— Ο κ. Μιχαλακόπουλος μεταβάς χθές εις το υπουργείον των Εξωτερικών συνειργάσθη μετά του Διευθυντού των Πολιτικών υποθέσεων. Ο υπουργός μελετά τον φάκελλον των ελληνοτουρκικών διαπραγματεύσεων και θα αποφασίση τας περαιτέρω ενεργείας.: [1359, 1936, 1584, 2016]
- article-michalakopoulos-return: [1338, 413, 1582, 498]
- headline: ΕΙΣ ΤΟ ΕΚΠΑΙΔΕΥΤΙΚΟΝ ΣΥΜΒΟΥΛΙΟΝ: [1347, 343, 1573, 355]
- headline: ΠΕΡΙ ΤΟ ΖΗΤΗΜΑ ΤΩΝ ΚΑΛΥΜΜΑΤΩΝ: [66, 621, 438, 642]
- article-tribune: [894, 1586, 1584, 1801]
- headline: ΑΠΟ ΠΟΙΑΣ ΠΡΩΤΕΥΟΥΣΑΣ ΠΡΟΚΕΙΤΑΙ ΝΑ ΔΙΕΛΘΗ: [991, 1663, 1487, 1684]
- article-body: ΑΘΗΝΑΙ, 9.— Υπό του υπουργού των Στρατιωτικών θα υποβληθή εις την Βουλήν νομοσχέδιον, διά του οποίου καθορίζεται το ανώτατον όριον των συνταξίμων ετών διά τους αξιωματικούς του στρατού. Κατά το νομοσχέδιον οι αξιωματικοί οι οποίοι έχουν συμπληρώσει 35 έτη υπηρεσίας θα αποστρατεύωνται.: [687, 1169, 888, 1272]
- headline: ΤΙ ΕΙΠΕΝ ΣΧΕΤΙΚΩΣ Ο κ. ΒΕΝΙΖΕΛΟΣ: [73, 604, 431, 625]
- article-body: ΣΟΦΙΑ 9.— Εντατικά συνεχίζονται αι ανακρίσεις επί της επιθέσεως κατά του αυτοκινήτου του πρωθυπουργού κ. Λιάπτσεφ. Συνελήφθησαν τρία άτομα ύποπτα συμμετοχής. Αι ανακρίσεις διεξάγονται μυστικώς. Ο πρωθυπουργός δήλωσεν ότι η τάξις δεν διεταράχθη.: [1115, 1229, 1328, 1309]
- page-header: [35, 4, 1580, 31]
- headline: Η ΕΛΛΗΝΙΚΗ ΔΙΑΜΑΡΤΥΡΙΑ ΔΙΑ ΤΑΣ ΓΕΡΜΑΝ. ΕΠΑΝΟΡΘΩΣΕΙΣ: [510, 444, 1294, 469]
- text-column: [1120, 719, 1326, 895]
- article-body: ΑΘΗΝΑΙ 9.— Μεθαύριον Πέμπτην θα συνέλθη εις το υπουργείον της Γεωργίας η τελευταία σύσκεψις μεταξύ των αντιπροσώπων της Εθνικής Τραπέζης και της Αγροτικής Τραπέζης προς λήψιν οριστικών αποφάσεων διά την σύμβασιν περί διαχειρίσεως της ανταλλαξίμου περιουσίας.: [1120, 721, 1326, 812]
- article-signature: Εν Θεσ/νίκη τη 9 Ιουλίου 1929: [293, 504, 462, 516]
- headline: Η ΑΥΞΗΣΙΣ ΑΠΟΔΟΧΩΝ: [55, 1176, 231, 1192]
- two-column-text: [478, 1086, 888, 1273]
- text-column: [256, 642, 466, 840]
- headline: ΜΕΤΑΚΙΝΗΣΕΙΣ ΕΙΣ ΤΑ ΣΥΝΟΡΑ: [715, 1837, 860, 1863]
- article-body: Αι εργασίαι του υπουργείου της Γενικής Διοικήσεως Μακεδονίας περί της μεταναστεύσεως συνεχίζονται. Δι' εγκυκλίου του υπουργείου καθορίζονται οι όροι υπό τους οποίους θα επιτρέπεται η μετανάστευσις εις την Αμερικήν. Οι μετανάσται πρέπει να είναι κάτοχοι πιστοποιητικών υγείας και διαβατηρίων.: [1338, 726, 1582, 806]
- article-body: ΑΘΗΝΑΙ, 9.— Υπό του υπουργού των Στρατιωτικών θα υποβληθή εις την Βουλήν νομοσχέδιον, διά του οποίου καθορίζεται το ανώτατον όριον των συνταξίμων ετών διά τους αξιωματικούς του στρατού. Κατά το νομοσχέδιον οι αξιωματικοί οι οποίοι έχουν συμπληρώσει 35 έτη υπηρεσίας θα αποστρατεύωνται.: [478, 1088, 679, 1190]
- headline: ΠΟΙΟΙ ΕΠΕΤΥΧΟΝ: [1393, 329, 1527, 345]
- article-body: Η προκήρυξις καταλήγει: «Εμπρός, εργάται! Κανείς να μη γίνη προδότης. Εν ονόματι της αλληλεγγύης όλοι ενωμένοι. Κανείς να μη γυρίση εις την εργασίαν.» Η αστυνομία επαγρυπνεί.: [687, 1431, 888, 1488]
- text-column: [1243, 1702, 1584, 1751]
- headline: ΑΙ ΤΟΠΟΘΕΤΗΣΕΙΣ ΑΞΙΩΜΑΤΙΚΩΝ: [88, 849, 416, 870]
- article-body: ΑΘΗΝΑΙ, 9.— Η αρμοδία υπηρεσία του υπουργείου Συγκοινωνίας απεφάσισε την κατασκευήν νέων οδών εις την Μακεδονίαν. ΑΘΗΝΑΙ 9.— Το υπουργείον Εσωτερικών έδωκεν εντολήν να καταρτισθή ο κατάλογος των δημοτικών εκλογέων.: [1359, 1866, 1584, 1935]
- article-body: ΣΟΦΙΑ, 9 Το Βουλγαρικόν Εθνικόν Συμβούλιον της Εκκλησίας απεφάσισε την σύγκλησιν συνόδου διά την εξέτασιν του ζητήματος της ενώσεως των εκκλησιών. Ο Έξαρχος θα μεταβή εις Κωνσταντινούπολιν.: [1115, 1159, 1328, 1228]
- headline: ΕΠΑΝΗΛΘΕ ΧΘΕΣ: [1394, 412, 1526, 428]
- edition-title: 2α ΕΚΔΟΣΙΣ: [1352, 36, 1568, 71]
- article-military: [478, 1010, 888, 1357]
- article-georgia: [478, 650, 1326, 1007]
- article-body: Γνωρίζομεν εις τα μέλη της Νεολαίας ότι εκλογικός συνδυασμός θα καταρτισθή μετά την συνεδρίασιν της επιτροπής. Η Νεολαία δηλοί ότι δεν θα υποστηρίξη ουδένα συνδυασμόν εκ των ήδη καταρτισθέντων.: [256, 434, 466, 502]
- article-body: Ο Νομάρχης κ. Καπετσίνης επικοινώνησε χθές τηλεγραφικώς μετά του Υπουργείου Εσωτερικών, παρ' ού έλαβεν οδηγίας εν σχέσει με το ζήτημα της παύσεως του Δημάρχου κ. Πατρικίου. Κατά τας υπαρχούσας ενδείξεις ο κ. Καπετσίνης θα κοινοποιήση εντός της ημέρας την παύσιν εις τον κ. Πατρίκιον.: [38, 236, 466, 282]
- article-signature: ΣΤΑΘΟΠΟΥΛΟΣ: [1237, 268, 1322, 280]
- headline: ΠΟΙΑ ΝΟΜΟΣΧΕΔΙΑ: [1386, 102, 1534, 118]
- article-body: ΑΘΗΝΑΙ 9.— Μεθαύριον Πέμπτην θα συνέλθη εις το υπουργείον της Γεωργίας η τελευταία σύσκεψις μεταξύ των αντιπροσώπων της Εθνικής Τραπέζης και της Αγροτικής Τραπέζης προς λήψιν οριστικών αποφάσεων διά την σύμβασιν περί διαχειρίσεως της ανταλλαξίμου περιουσίας.: [906, 802, 1112, 893]
- headline: ΔΙΑΚΟΠΤΟΝΤΑΙ: [1401, 72, 1519, 88]
- section-heading: ΚΑΙ ΕΙΣ ΤΟ ΣΟΥΦΛΙΟΝ: [1103, 193, 1272, 209]
- article-body: Προχθές την 10ην μ. μ. συνεκροτήθη εις το Πανεργατικόν Κέντρον σύσκεψις των προεδρών των σωματείων, κατά την οποίαν απεφασίσθη όπως η εργατική τάξις κατέλθη με ιδιαίτερον συνδυασμόν εις τας εκλογάς. Η απόφασις θα κοινοποιηθή εις τα διάφορα σωματεία.: [38, 464, 248, 544]
- headline: ΤΟ ΕΠΙΤΕΛΕΣΘΕΝ ΕΡΓΟΝ: [287, 1217, 435, 1229]
- text-column: [687, 1429, 888, 1675]
- article-body: Επειδή ο Κόντης έδήλωσεν ότι ενεργεί χρηματικάς συλλογάς, οι άγνωστοι απήτησαν λύτρα 20.000 δραχμών. Η χωροφυλακή ειδοποιηθείσα απέστειλεν απόσπασμα προς καταδίωξιν. Ο Κόντης εν τω μεταξύ ηλευθερώθη μετά τριήμερον κράτησιν.: [478, 204, 756, 261]
- headline: ΤΟΥ ΒΟΥΛΓΑΡΟΥ ΠΡΩΘΥΠΟΥΡΓΟΥ: [1119, 1045, 1324, 1057]
- article-body: ΠΑΦΙΣΙΟΙ, 9.— Ο κ. Λουδέυν δηλώσας ότι η διάσκεψις θα συνέλθη εντός του Αυγούστου εις Χάγην. Η Μεγάλη Βρεττανία επιθυμεί να διεξαχθή αύτη το ταχύτερον. Αι απόψεις των μεγάλων δυνάμεων συμπίπτουν ως προς τα κύρια ζητήματα.: [906, 529, 1112, 609]
- headline: ΜΕΛΕΤΑ ΗΔΗ ΟΛΟΚΛΗΡΟΝ ΤΟΝ ΦΑΚΕΛΛΟΝ: [1023, 1844, 1455, 1865]
- article-attack: [1115, 1010, 1328, 1582]
- section-heading: ΚΑΙ ΑΛΛΗ ΕΙΣΒΟΛΗ: [828, 180, 976, 196]
- two-column-text: [38, 887, 466, 1167]
- text-column: [478, 514, 684, 611]
- article-ttt: [38, 1177, 248, 1323]
- article-body: ΑΘΗΝΑΙ, 9.— Ώρα 5 μ. μ. άρχεται η συνεδρίασις. Ο υφυπουργός της Εσωτερικών κ. Σφακιανάκης απαντά εις ερώτησιν βουλευτού. Ακολούθως εισάγεται προς συζήτησιν το νομοσχέδιον περί δημοτικής εκλογής και του δικαιώματος της ψήφου εις τας γυναίκας.: [38, 643, 248, 723]
- headline: ΚΑΙ ΑΝΕΧΩΡΗΣΕ ΑΜΕΣΩΣ: [1384, 439, 1536, 451]
- text-column: [38, 329, 248, 546]
- article-body: ΣΟΦΙΑ 9.— Φαίνεται ότι το ζήτημα των διαφορών μεταξύ Σερβίας και Βουλγαρίας εισέρχεται εις το στάδιον της λύσεως. Ο Σέρβος πρεσβευτής εις Σόφιαν ανακοινώσας ότι η Κυβέρνησίς του είναι διατεθειμένη να συζητήση απ' ευθείας τα ζητήματα. Η βουλγαρική Κυβέρνησις επίσης θα απαντήση ευμενώς.: [478, 1854, 679, 1956]
- headline: ΣΕΡΒΙΑΣ & ΒΟΥΛΓΑΡΙΑΣ: [486, 1837, 671, 1853]
- text-column: [1359, 1865, 1584, 2018]
- column-rule: [472, 34, 473, 2214]
- headline: ΤΟ ΖΗΤΗΜΑ ΤΗΣ ΕΘΕΛΟΥΣΙΑΣ ΕΞΟΔΟΥ: [491, 1066, 875, 1087]
- text-column: [478, 719, 684, 895]
- article-municipal: [38, 293, 466, 546]
- article-body: Συμφώνως προς πληροφορίας αι οποίαι προέρχονται εκ στρατιωτικών κύκλων, το νομοσχέδιον θα προβλέπη και την εθελουσίαν έξοδον των αξιωματικών οι οποίοι έχουν συμπληρώσει 25 έτη. Το ζήτημα εμελετήθη υπό της Στρατιωτικής Επιτροπής.: [687, 1088, 888, 1168]
- headline: ΤΩΝ ΥΠΑΛΛΗΛΩΝ ΤΤΤ: [58, 1189, 228, 1205]
- article-body: Αι εργασίαι του υπουργείου της Γενικής Διοικήσεως Μακεδονίας περί της μεταναστεύσεως συνεχίζονται. Δι' εγκυκλίου του υπουργείου καθορίζονται οι όροι υπό τους οποίους θα επιτρέπεται η μετανάστευσις εις την Αμερικήν. Οι μετανάσται πρέπει να είναι κάτοχοι πιστοποιητικών υγείας και διαβατηρίων.: [1338, 645, 1582, 725]
- headline: ΠΟΙΑ ΘΑ ΕΙΝΕ Η ΣΤΑΣΙΣ ΤΩΝ ΜΙΚΡΩΝ ΚΡΑΤΩΝ: [608, 467, 1196, 493]
- headline: ΤΗΣ ΔΗΜΟΣΙΑΣ ΠΙΣΤΕΩΣ: [1366, 521, 1554, 537]
- article-body: Εκ των συζητήσεων προέκυψεν ότι η Εθνική Τράπεζα αποδέχεται την υπαγωγήν της διαχειρίσεως εις ειδικήν υπηρεσίαν. Το Δημόσιον θα εισπράττη τα μισθώματα και θα καταβάλλη ταύτα εις το ταμείον των ανταλλαξίμων.: [692, 721, 898, 789]
- text-column: [256, 887, 466, 1167]
- headline: ΕΛΗΦΘΗΣΑΝ ΧΘΕΣ ΟΔΗΓΙΑΙ: [102, 38, 402, 101]
- separator: [1338, 600, 1582, 601]
- separator: [38, 287, 466, 288]
- text-column: [906, 514, 1112, 611]
- subheadline: ΚΑΤΑ ΤΑΣ ΥΠΑΡΧΟΥΣΑΣ ΕΝΔΕΙΞΕΙΣ: [99, 164, 405, 213]
- headline: Ο ΑΓΓΛΟΣ ΔΙΟΙΚΗΤΗΣ: [1376, 222, 1544, 238]
- article-body: ΒΕΝΙΖΕΛΟΣ: Λέγει, ότι το νομοσχέδιον δίδει το δικαίωμα της ψήφου εις τας γυναίκας κατά τας δημοτικάς εκλογάς, εφ' όσον έχουν συμπληρώσει το 30όν έτος της ηλικίας. Το δικαίωμα τούτο αποτελεί πρώτον βήμα. ΚΑΦΑΝΤΑΡΗΣ: Προτείνει και την υποχρεωτικήν ψήφον. ΒΕΝΙΖΕΛΟΣ: Προσθέτει ότι ζήτημα είναι εάν θα πρέπει να εφαρμοσθή και διά τας γυναίκας.: [38, 724, 248, 838]
- article-michalakopoulos: [894, 1806, 1584, 2218]
